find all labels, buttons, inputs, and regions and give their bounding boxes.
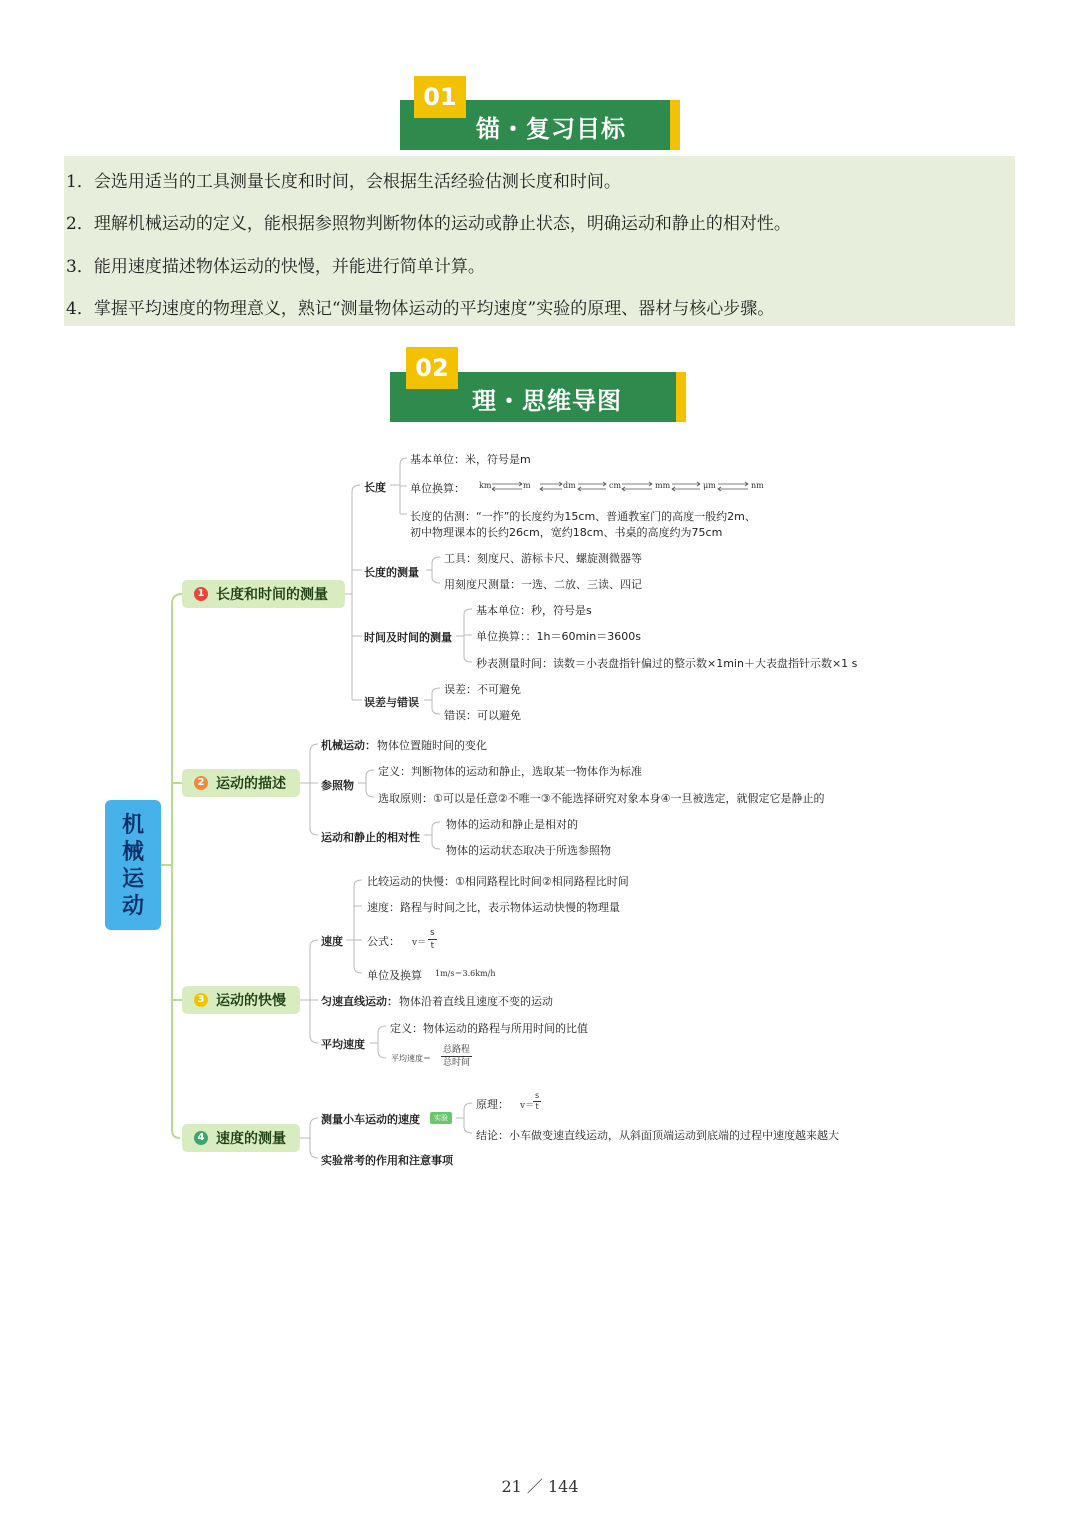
objective-4: 4．掌握平均速度的物理意义，熟记“测量物体运动的平均速度”实验的原理、器材与核心步骤。 [66,299,775,319]
node-conclusion: 结论：小车做变速直线运动，从斜面顶端运动到底端的过程中速度越来越大 [476,1129,839,1142]
node-mech-def: 物体位置随时间的变化 [377,739,487,752]
node-stopwatch: 秒表测量时间：读数＝小表盘指针偏过的整示数×1min＋大表盘指针示数×1 s [476,657,858,670]
branch-motion-speed [182,986,300,1014]
node-time-unit: 基本单位：秒，符号是s [476,604,592,617]
section-badge-1: 01 [414,76,466,118]
page-number: 21 ／ 144 [501,1477,579,1496]
node-mistake: 错误：可以避免 [444,709,521,722]
conv-unit-dm: dm [563,481,576,490]
node-reference: 参照物 [321,779,354,792]
formula-fraction [428,927,437,952]
node-mech-motion: 机械运动： [321,739,376,752]
node-speed-def: 速度：路程与时间之比，表示物体运动快慢的物理量 [367,901,620,914]
avg-formula-lhs: 平均速度＝ [391,1054,431,1063]
objective-1: 1．会选用适当的工具测量长度和时间，会根据生活经验估测长度和时间。 [66,172,621,192]
conv-unit-m: m [523,481,531,490]
branch-motion-description [182,769,300,797]
node-ref-rule: 选取原则：①可以是任意②不唯一③不能选择研究对象本身④一旦被选定，就假定它是静止的 [378,792,825,805]
node-tools: 工具：刻度尺、游标卡尺、螺旋测微器等 [444,552,642,565]
objective-2: 2．理解机械运动的定义，能根据参照物判断物体的运动或静止状态，明确运动和静止的相对性。 [66,214,791,234]
experiment-tag: 实验 [430,1112,452,1124]
root-label: 机械运动 [121,813,144,919]
branch-number-3: 3 [194,993,208,1007]
branch-number-4: 4 [194,1131,208,1145]
node-ruler: 用刻度尺测量：一选、二放、三读、四记 [444,578,642,591]
mindmap-root [105,800,161,930]
node-error: 误差：不可避免 [444,683,521,696]
branch-speed-measure [182,1124,300,1152]
node-compare: 比较运动的快慢：①相同路程比时间②相同路程比时间 [367,875,629,888]
node-ref-def: 定义：判断物体的运动和静止，选取某一物体作为标准 [378,765,642,778]
formula-denominator: t [430,941,435,951]
section-title-1: 锚・复习目标 [476,115,626,143]
avg-denominator: 总时间 [443,1058,471,1068]
conv-arrows [492,480,772,494]
avg-formula-fraction [441,1044,472,1069]
conv-unit-km: km [479,481,492,490]
node-notes: 实验常考的作用和注意事项 [321,1154,453,1167]
branch-label-2: 运动的描述 [216,776,286,792]
node-length-unit: 基本单位：米，符号是m [410,453,531,466]
conv-unit-cm: cm [609,481,622,490]
node-speed: 速度 [321,935,343,948]
branch-label-3: 运动的快慢 [216,993,286,1009]
node-length-measure: 长度的测量 [364,566,419,579]
branch-label-1: 长度和时间的测量 [216,587,328,603]
conv-unit-nm: nm [751,481,764,490]
node-error-mistake: 误差与错误 [364,696,419,709]
branch-number-1: 1 [194,587,208,601]
conv-unit-um: μm [703,481,716,490]
branch-number-2: 2 [194,776,208,790]
node-uniform: 匀速直线运动： [321,995,398,1008]
node-principle: 原理： [476,1098,509,1111]
node-length-est-2: 初中物理课本的长约26cm，宽约18cm、书桌的高度约为75cm [410,526,723,539]
node-length-conv: 单位换算： [410,482,465,495]
branch-label-4: 速度的测量 [216,1131,286,1147]
objective-3: 3．能用速度描述物体运动的快慢，并能进行简单计算。 [66,257,485,277]
node-formula: 公式： [367,935,400,948]
conv-unit-mm: mm [655,481,671,490]
node-length: 长度 [364,481,386,494]
principle-numerator: s [535,1091,540,1100]
node-unit: 单位及换算 [367,969,422,982]
node-time: 时间及时间的测量 [364,631,452,644]
principle-formula: v＝ [520,1101,535,1111]
node-uniform-def: 物体沿着直线且速度不变的运动 [399,995,553,1008]
branch-length-time [182,580,345,608]
section-badge-2: 02 [406,347,458,389]
section-title-2: 理・思维导图 [472,387,622,415]
node-unit-value: 1m/s＝3.6km/h [435,969,496,978]
formula-numerator: s [430,928,435,938]
node-rel-1: 物体的运动和静止是相对的 [446,818,578,831]
principle-fraction [533,1091,541,1112]
node-rel-2: 物体的运动状态取决于所选参照物 [446,844,611,857]
node-cart-speed: 测量小车运动的速度 [321,1113,420,1126]
node-length-est: 长度的估测：“一拃”的长度约为15cm、普通教室门的高度一般约2m、 [410,510,756,523]
avg-numerator: 总路程 [443,1045,471,1055]
node-relativity: 运动和静止的相对性 [321,831,420,844]
formula-lhs: v＝ [412,938,427,948]
node-time-conv: 单位换算：：1h＝60min＝3600s [476,630,641,643]
node-avg-def: 定义：物体运动的路程与所用时间的比值 [390,1022,588,1035]
principle-denominator: t [535,1102,539,1111]
node-avg-speed: 平均速度 [321,1038,365,1051]
